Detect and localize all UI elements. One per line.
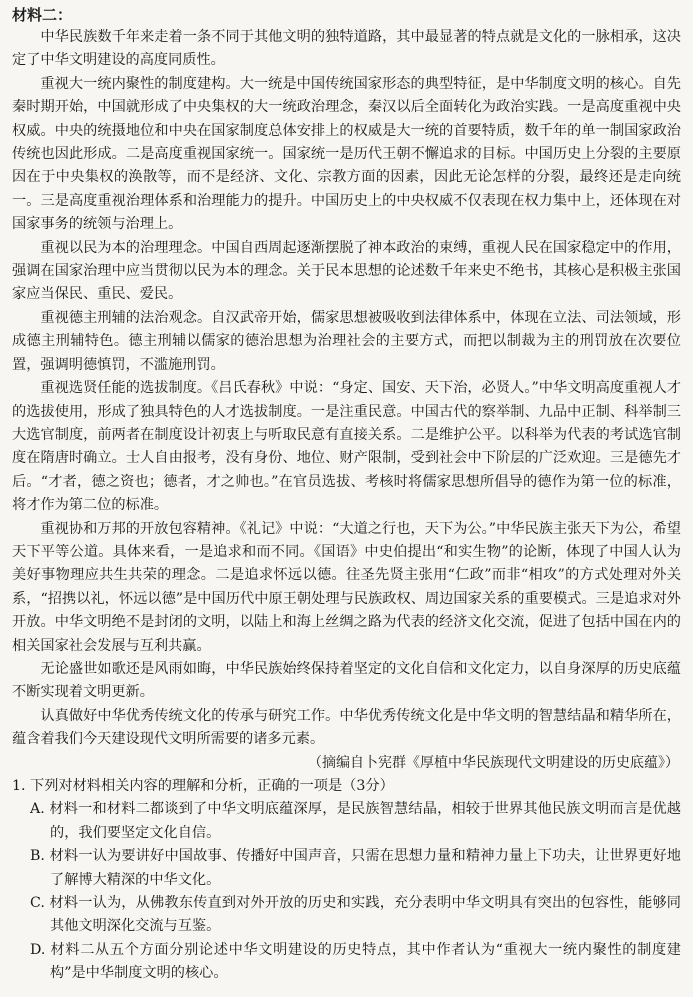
answer-option-a[interactable]: A. 材料一和材料二都谈到了中华文明底蕴深厚，是民族智慧结晶，相较于世界其他民族文明而言是优越的，我们要坚定文化自信。 <box>30 801 681 841</box>
source-citation: （摘编自卜宪群《厚植中华民族现代文明建设的历史底蕴》） <box>308 754 679 771</box>
answer-option-c[interactable]: C. 材料一认为，从佛教东传直到对外开放的历史和实践，充分表明中华文明具有突出的包容性，能够同其他文明深化交流与互鉴。 <box>30 895 681 935</box>
material-heading: 材料二： <box>12 6 73 24</box>
material-paragraph: 中华民族数千年来走着一条不同于其他文明的独特道路，其中最显著的特点就是文化的一脉相承，这决定了中华文明建设的高度同质性。 <box>12 29 681 69</box>
material-paragraph: 重视大一统内聚性的制度建构。大一统是中国传统国家形态的典型特征，是中华制度文明的核心。自先秦时期开始，中国就形成了中央集权的大一统政治理念，秦汉以后全面转化为政治实践。一是高度重视中央权威。中央的统摄地位和中央在国家制度总体安排上的权威是大一统的首要特质，数千年的单一制国家政治传统也因此形成。二是高度重视国家统一。国家统一是历代王朝不懈追求的目标。中国历史上分裂的主要原因在于中央集权的涣散等，而不是经济、文化、宗教方面的因素，因此无论怎样的分裂，最终还是走向统一。三是高度重视治理体系和治理能力的提升。中国历史上的中央权威不仅表现在权力集中上，还体现在对国家事务的统领与治理上。 <box>12 75 681 233</box>
material-paragraph: 重视以民为本的治理理念。中国自西周起逐渐摆脱了神本政治的束缚，重视人民在国家稳定中的作用，强调在国家治理中应当贯彻以民为本的理念。关于民本思想的论述数千年来史不绝书，其核心是积极主张国家应当保民、重民、爱民。 <box>12 239 681 303</box>
material-paragraph: 重视德主刑辅的法治观念。自汉武帝开始，儒家思想被吸收到法律体系中，体现在立法、司法领域，形成德主刑辅特色。德主刑辅以儒家的德治思想为治理社会的主要方式，而把以制裁为主的刑罚放在次要位置，强调明德慎罚，不滥施刑罚。 <box>12 309 681 373</box>
material-paragraph: 认真做好中华优秀传统文化的传承与研究工作。中华优秀传统文化是中华文明的智慧结晶和精华所在，蕴含着我们今天建设现代文明所需要的诸多元素。 <box>12 707 681 748</box>
material-paragraph: 无论盛世如歌还是风雨如晦，中华民族始终保持着坚定的文化自信和文化定力，以自身深厚的历史底蕴不断实现着文明更新。 <box>12 660 681 701</box>
material-paragraph: 重视选贤任能的选拔制度。《吕氏春秋》中说：“身定、国安、天下治，必贤人。”中华文明高度重视人才的选拔使用，形成了独具特色的人才选拔制度。一是注重民意。中国古代的察举制、九品中正制、科举制三大选官制度，前两者在制度设计初衷上与听取民意有直接关系。二是维护公平。以科举为代表的考试选官制度在隋唐时确立。士人自由报考，没有身份、地位、财产限制，受到社会中下阶层的广泛欢迎。三是德先才后。“才者，德之资也；德者，才之帅也。”在官员选拔、考核时将儒家思想所倡导的德作为第一位的标准，将才作为第二位的标准。 <box>12 380 681 514</box>
material-paragraph: 重视协和万邦的开放包容精神。《礼记》中说：“大道之行也，天下为公。”中华民族主张天下为公，希望天下平等公道。具体来看，一是追求和而不同。《国语》中史伯提出“和实生物”的论断，体现了中国人认为美好事物理应共生共荣的理念。二是追求怀远以德。往圣先贤主张用“仁政”而非“相攻”的方式处理对外关系，“招携以礼，怀远以德”是中国历代中原王朝处理与民族政权、周边国家关系的重要模式。三是追求对外开放。中华文明绝不是封闭的文明，以陆上和海上丝绸之路为代表的经济文化交流，促进了包括中国在内的相关国家社会发展与互利共赢。 <box>12 520 682 654</box>
answer-option-d[interactable]: D. 材料二从五个方面分别论述中华文明建设的历史特点，其中作者认为“重视大一统内聚性的制度建构”是中华制度文明的核心。 <box>30 941 681 982</box>
answer-option-b[interactable]: B. 材料一认为要讲好中国故事、传播好中国声音，只需在思想力量和精神力量上下功夫，让世界更好地了解博大精深的中华文化。 <box>30 848 681 888</box>
question-stem: 1. 下列对材料相关内容的理解和分析，正确的一项是（3分） <box>12 778 394 794</box>
